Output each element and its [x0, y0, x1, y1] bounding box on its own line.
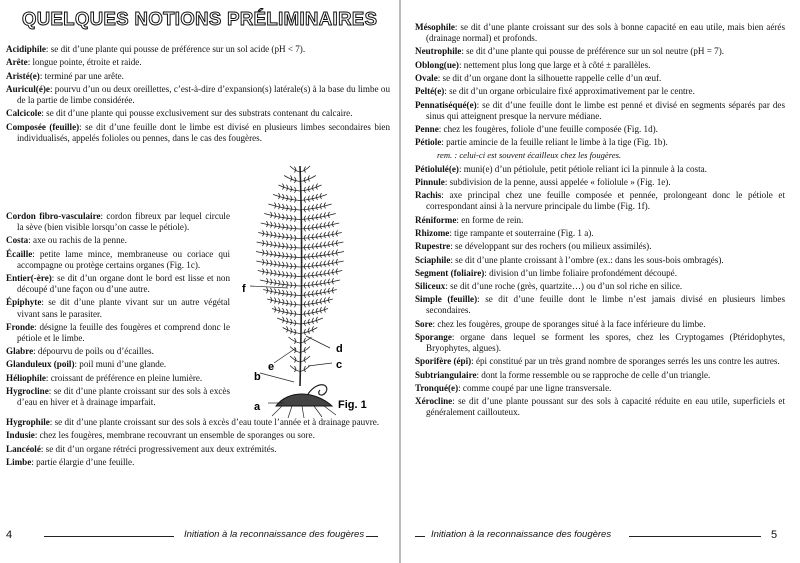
glossary-entry — [6, 444, 390, 455]
entry-term: Mésophile — [415, 22, 455, 32]
entry-term: Ovale — [415, 72, 438, 83]
glossary-entry — [415, 177, 785, 188]
fern-figure — [232, 158, 392, 420]
entry-definition: : pourvu d’un ou deux oreillettes, c’est-à-dire d’expansion(s) latérale(s) à la base du limbe ou de la partie de limbe considérée. — [17, 83, 390, 105]
entry-term: Oblong(ue) — [415, 59, 459, 70]
entry-term: Cordon fibro-vasculaire — [6, 211, 101, 221]
glossary-column — [415, 22, 785, 421]
glossary-entry — [415, 164, 785, 175]
glossary-entry — [6, 84, 390, 106]
entry-definition: : chez les fougères, membrane recouvrant un ensemble de sporanges ou sore. — [34, 430, 315, 441]
glossary-entry — [415, 294, 785, 316]
entry-term: Pelté(e) — [415, 86, 445, 97]
entry-definition: : terminé par une arête. — [39, 70, 124, 81]
footer-rule — [629, 536, 761, 537]
glossary-entry — [6, 297, 230, 319]
entry-term: Segment (foliaire) — [415, 267, 485, 278]
glossary-entry — [415, 255, 785, 266]
entry-definition: : se dit d’un organe dont le bord est lisse et non découpé d’une façon ou d’une autre. — [17, 273, 230, 295]
glossary-entry — [6, 44, 390, 55]
glossary-entry — [415, 86, 785, 97]
entry-term: Glanduleux (poil) — [6, 359, 75, 370]
page-number: 4 — [6, 529, 13, 541]
entry-definition: : petite lame mince, membraneuse ou coriace qui accompagne ou protège certains organes (Fig. 1c). — [17, 248, 230, 270]
glossary-entry — [415, 22, 785, 44]
entry-term: Calcicole — [6, 108, 42, 119]
entry-definition: : se dit d’une plante croissant sur des sols à bonne capacité en eau utile, mais bien aérés (drainage normal) et profonds. — [426, 22, 785, 44]
footer-rule — [415, 536, 425, 537]
entry-definition: : épi constitué par un très grand nombre de sporanges serrés les uns contre les autres. — [471, 356, 780, 367]
glossary-entry — [6, 211, 230, 233]
entry-definition: : chez les fougères, groupe de sporanges situé à la face inférieure du limbe. — [432, 318, 706, 329]
glossary-entry — [415, 370, 785, 381]
figure-label-c: c — [336, 359, 343, 371]
entry-definition: : organe dans lequel se forment les spores, chez les Cryptogames (Ptéridophytes, Bryophytes, algues). — [426, 332, 785, 354]
running-footer: Initiation à la reconnaissance des fougères — [431, 529, 612, 540]
entry-term: Écaille — [6, 248, 33, 259]
footer-rule — [366, 536, 378, 537]
entry-term: Pinnule — [415, 177, 445, 187]
entry-definition: : partie élargie d’une feuille. — [31, 456, 135, 467]
glossary-entry — [6, 71, 390, 82]
entry-definition: : se dit d’un organe orbiculaire fixé approximativement par le centre. — [444, 86, 695, 97]
entry-term: Aristé(e) — [6, 70, 40, 81]
glossary-entry — [415, 319, 785, 330]
entry-definition: : subdivision de la penne, aussi appelée « foliolule » (Fig. 1e). — [444, 177, 671, 187]
glossary-entry — [6, 373, 230, 384]
glossary-column-bottom — [6, 417, 390, 470]
glossary-entry — [6, 122, 390, 144]
entry-definition: : dont la forme ressemble ou se rapproche de celle d’un triangle. — [476, 369, 711, 380]
entry-definition: : partie amincie de la feuille reliant le limbe à la tige (Fig. 1b). — [441, 137, 668, 148]
entry-term: Hygrocline — [6, 386, 49, 396]
entry-term: Costa — [6, 235, 29, 246]
entry-definition: : se dit d’un organe rétréci progressivement aux deux extrémités. — [40, 443, 277, 454]
entry-definition: : se dit d’une plante croissant sur des sols à excès d’eau en hiver et à drainage imparfait. — [17, 386, 230, 408]
figure-caption: Fig. 1 — [338, 399, 367, 411]
entry-term: Pennatiséqué(e) — [415, 99, 477, 110]
entry-definition: : division d’un limbe foliaire profondément découpé. — [484, 267, 677, 278]
entry-definition: : cordon fibreux par lequel circule la sève (bien visible lorsqu’on casse le pétiole). — [17, 211, 230, 233]
entry-definition: : chez les fougères, foliole d’une feuille composée (Fig. 1d). — [438, 123, 658, 134]
entry-term: Sore — [415, 318, 433, 329]
entry-definition: : nettement plus long que large et à côté ± parallèles. — [458, 59, 651, 70]
entry-definition: : se dit d’une plante qui pousse de préférence sur un sol acide (pH < 7). — [45, 44, 306, 54]
entry-definition: : se dit d’une feuille dont le limbe est divisé en plusieurs limbes secondaires bien individualisés, appelés folioles ou pennes, dans le cas des fougères. — [17, 121, 391, 143]
entry-term: Penne — [415, 123, 439, 134]
glossary-entry — [6, 346, 230, 357]
left-page — [0, 0, 399, 563]
entry-term: Fronde — [6, 321, 35, 332]
page-number: 5 — [771, 529, 778, 541]
entry-term: Héliophile — [6, 372, 46, 383]
page-title: QUELQUES NOTIONS PRÉLIMINAIRES — [22, 8, 378, 29]
entry-definition: : se dit d’une plante qui pousse de préférence sur un sol neutre (pH = 7). — [461, 46, 725, 57]
figure-label-b: b — [254, 371, 261, 383]
entry-term: Auricul(é)e — [6, 83, 50, 94]
glossary-remark: rem. : celui-ci est souvent écailleux chez les fougères. — [437, 150, 622, 161]
glossary-entry — [6, 417, 390, 428]
glossary-entry — [6, 57, 390, 68]
entry-term: Simple (feuille) — [415, 294, 478, 305]
entry-definition: : tige rampante et souterraine (Fig. 1 a). — [449, 227, 594, 238]
entry-definition: : se dit d’une roche (grès, quartzite…) ou d’un sol riche en silice. — [445, 281, 683, 292]
figure-label-f: f — [242, 283, 246, 295]
entry-term: Subtriangulaire — [415, 369, 477, 380]
entry-term: Entier(-ère) — [6, 273, 52, 284]
entry-definition: : muni(e) d’un pétiolule, petit pétiole reliant ici la pinnule à la costa. — [458, 163, 707, 174]
entry-term: Rupestre — [415, 241, 451, 252]
entry-term: Rhizome — [415, 227, 450, 238]
entry-definition: : se dit d’une plante qui pousse exclusivement sur des substrats contenant du calcaire. — [41, 108, 353, 119]
glossary-entry — [415, 190, 785, 212]
glossary-entry — [6, 359, 230, 370]
entry-term: Glabre — [6, 346, 34, 357]
entry-definition: : axe ou rachis de la penne. — [28, 235, 127, 246]
entry-definition: : se dit d’une feuille dont le limbe n’est jamais divisé en plusieurs limbes secondaires. — [426, 294, 785, 316]
glossary-entry — [415, 332, 785, 354]
figure-label-e: e — [268, 361, 275, 373]
entry-definition: : dépourvu de poils ou d’écailles. — [33, 346, 154, 357]
glossary-entry — [6, 386, 230, 408]
entry-definition: : poil muni d’une glande. — [74, 359, 167, 370]
glossary-column-narrow — [6, 211, 230, 410]
entry-definition: : se dit d’une plante croissant à l’ombre (ex.: dans les sous-bois ombragés). — [450, 254, 724, 265]
entry-term: Limbe — [6, 456, 32, 467]
glossary-entry — [415, 268, 785, 279]
entry-definition: : désigne la feuille des fougères et comprend donc le pétiole et le limbe. — [17, 321, 230, 343]
glossary-entry — [415, 396, 785, 418]
glossary-entry — [415, 60, 785, 71]
glossary-entry — [415, 124, 785, 135]
entry-definition: : se dit d’une plante croissant sur des sols à excès d’eau toute l’année et à drainage pauvre. — [49, 417, 380, 427]
entry-term: Hygrophile — [6, 417, 50, 427]
entry-term: Arête — [6, 57, 28, 68]
entry-definition: : se développant sur des rochers (ou milieux assimilés). — [450, 241, 652, 252]
glossary-entry — [415, 100, 785, 122]
glossary-column-top — [6, 44, 390, 146]
entry-term: Pétiole — [415, 137, 442, 148]
entry-definition: : longue pointe, étroite et raide. — [27, 57, 142, 68]
glossary-entry — [415, 228, 785, 239]
entry-term: Tronqué(e) — [415, 382, 459, 393]
footer-rule — [44, 536, 174, 537]
glossary-entry — [6, 430, 390, 441]
right-page — [401, 0, 800, 563]
glossary-entry — [6, 249, 230, 271]
entry-term: Neutrophile — [415, 46, 462, 57]
entry-term: Sciaphile — [415, 254, 451, 265]
entry-term: Sporange — [415, 332, 452, 342]
entry-definition: : se dit d’un organe dont la silhouette rappelle celle d’un œuf. — [437, 72, 662, 83]
entry-term: Réniforme — [415, 214, 457, 225]
entry-definition: : croissant de préférence en pleine lumière. — [45, 372, 203, 383]
entry-term: Pétiolulé(e) — [415, 163, 459, 174]
entry-definition: : axe principal chez une feuille composée et pennée, prolongeant donc le pétiole et correspondant ainsi à la nervure principale du limbe (Fig. 1f). — [426, 190, 785, 212]
glossary-entry — [415, 281, 785, 292]
glossary-entry — [415, 356, 785, 367]
glossary-entry — [6, 457, 390, 468]
fern-illustration-icon — [250, 166, 344, 418]
entry-definition: : se dit d’une plante vivant sur un autre végétal vivant sans le parasiter. — [17, 297, 230, 319]
entry-term: Lancéolé — [6, 443, 41, 454]
entry-definition: : se dit d’une plante poussant sur des sols à capacité réduite en eau utile, superficiels et généralement caillouteux. — [426, 396, 785, 418]
entry-definition: : comme coupé par une ligne transversale. — [458, 382, 612, 393]
glossary-entry — [415, 215, 785, 226]
entry-term: Acidiphile — [6, 44, 46, 54]
entry-term: Rachis — [415, 190, 442, 201]
glossary-entry — [415, 46, 785, 57]
entry-definition: : en forme de rein. — [456, 214, 524, 225]
figure-label-a: a — [254, 401, 261, 413]
figure-label-d: d — [336, 343, 343, 355]
running-footer: Initiation à la reconnaissance des fougères — [184, 529, 365, 540]
entry-term: Épiphyte — [6, 297, 42, 308]
entry-term: Xérocline — [415, 396, 453, 407]
glossary-entry — [415, 137, 785, 148]
glossary-entry — [415, 73, 785, 84]
entry-term: Siliceux — [415, 281, 446, 292]
glossary-entry — [6, 108, 390, 119]
entry-definition: : se dit d’une feuille dont le limbe est penné et divisé en segments séparés par des sinus qui atteignent presque la nervure médiane. — [426, 99, 785, 121]
glossary-entry — [6, 235, 230, 246]
glossary-entry — [6, 273, 230, 295]
entry-term: Sporifère (épi) — [415, 356, 472, 367]
entry-term: Composée (feuille) — [6, 121, 80, 132]
glossary-entry — [6, 322, 230, 344]
entry-term: Indusie — [6, 430, 35, 441]
glossary-entry — [415, 383, 785, 394]
glossary-entry — [415, 241, 785, 252]
